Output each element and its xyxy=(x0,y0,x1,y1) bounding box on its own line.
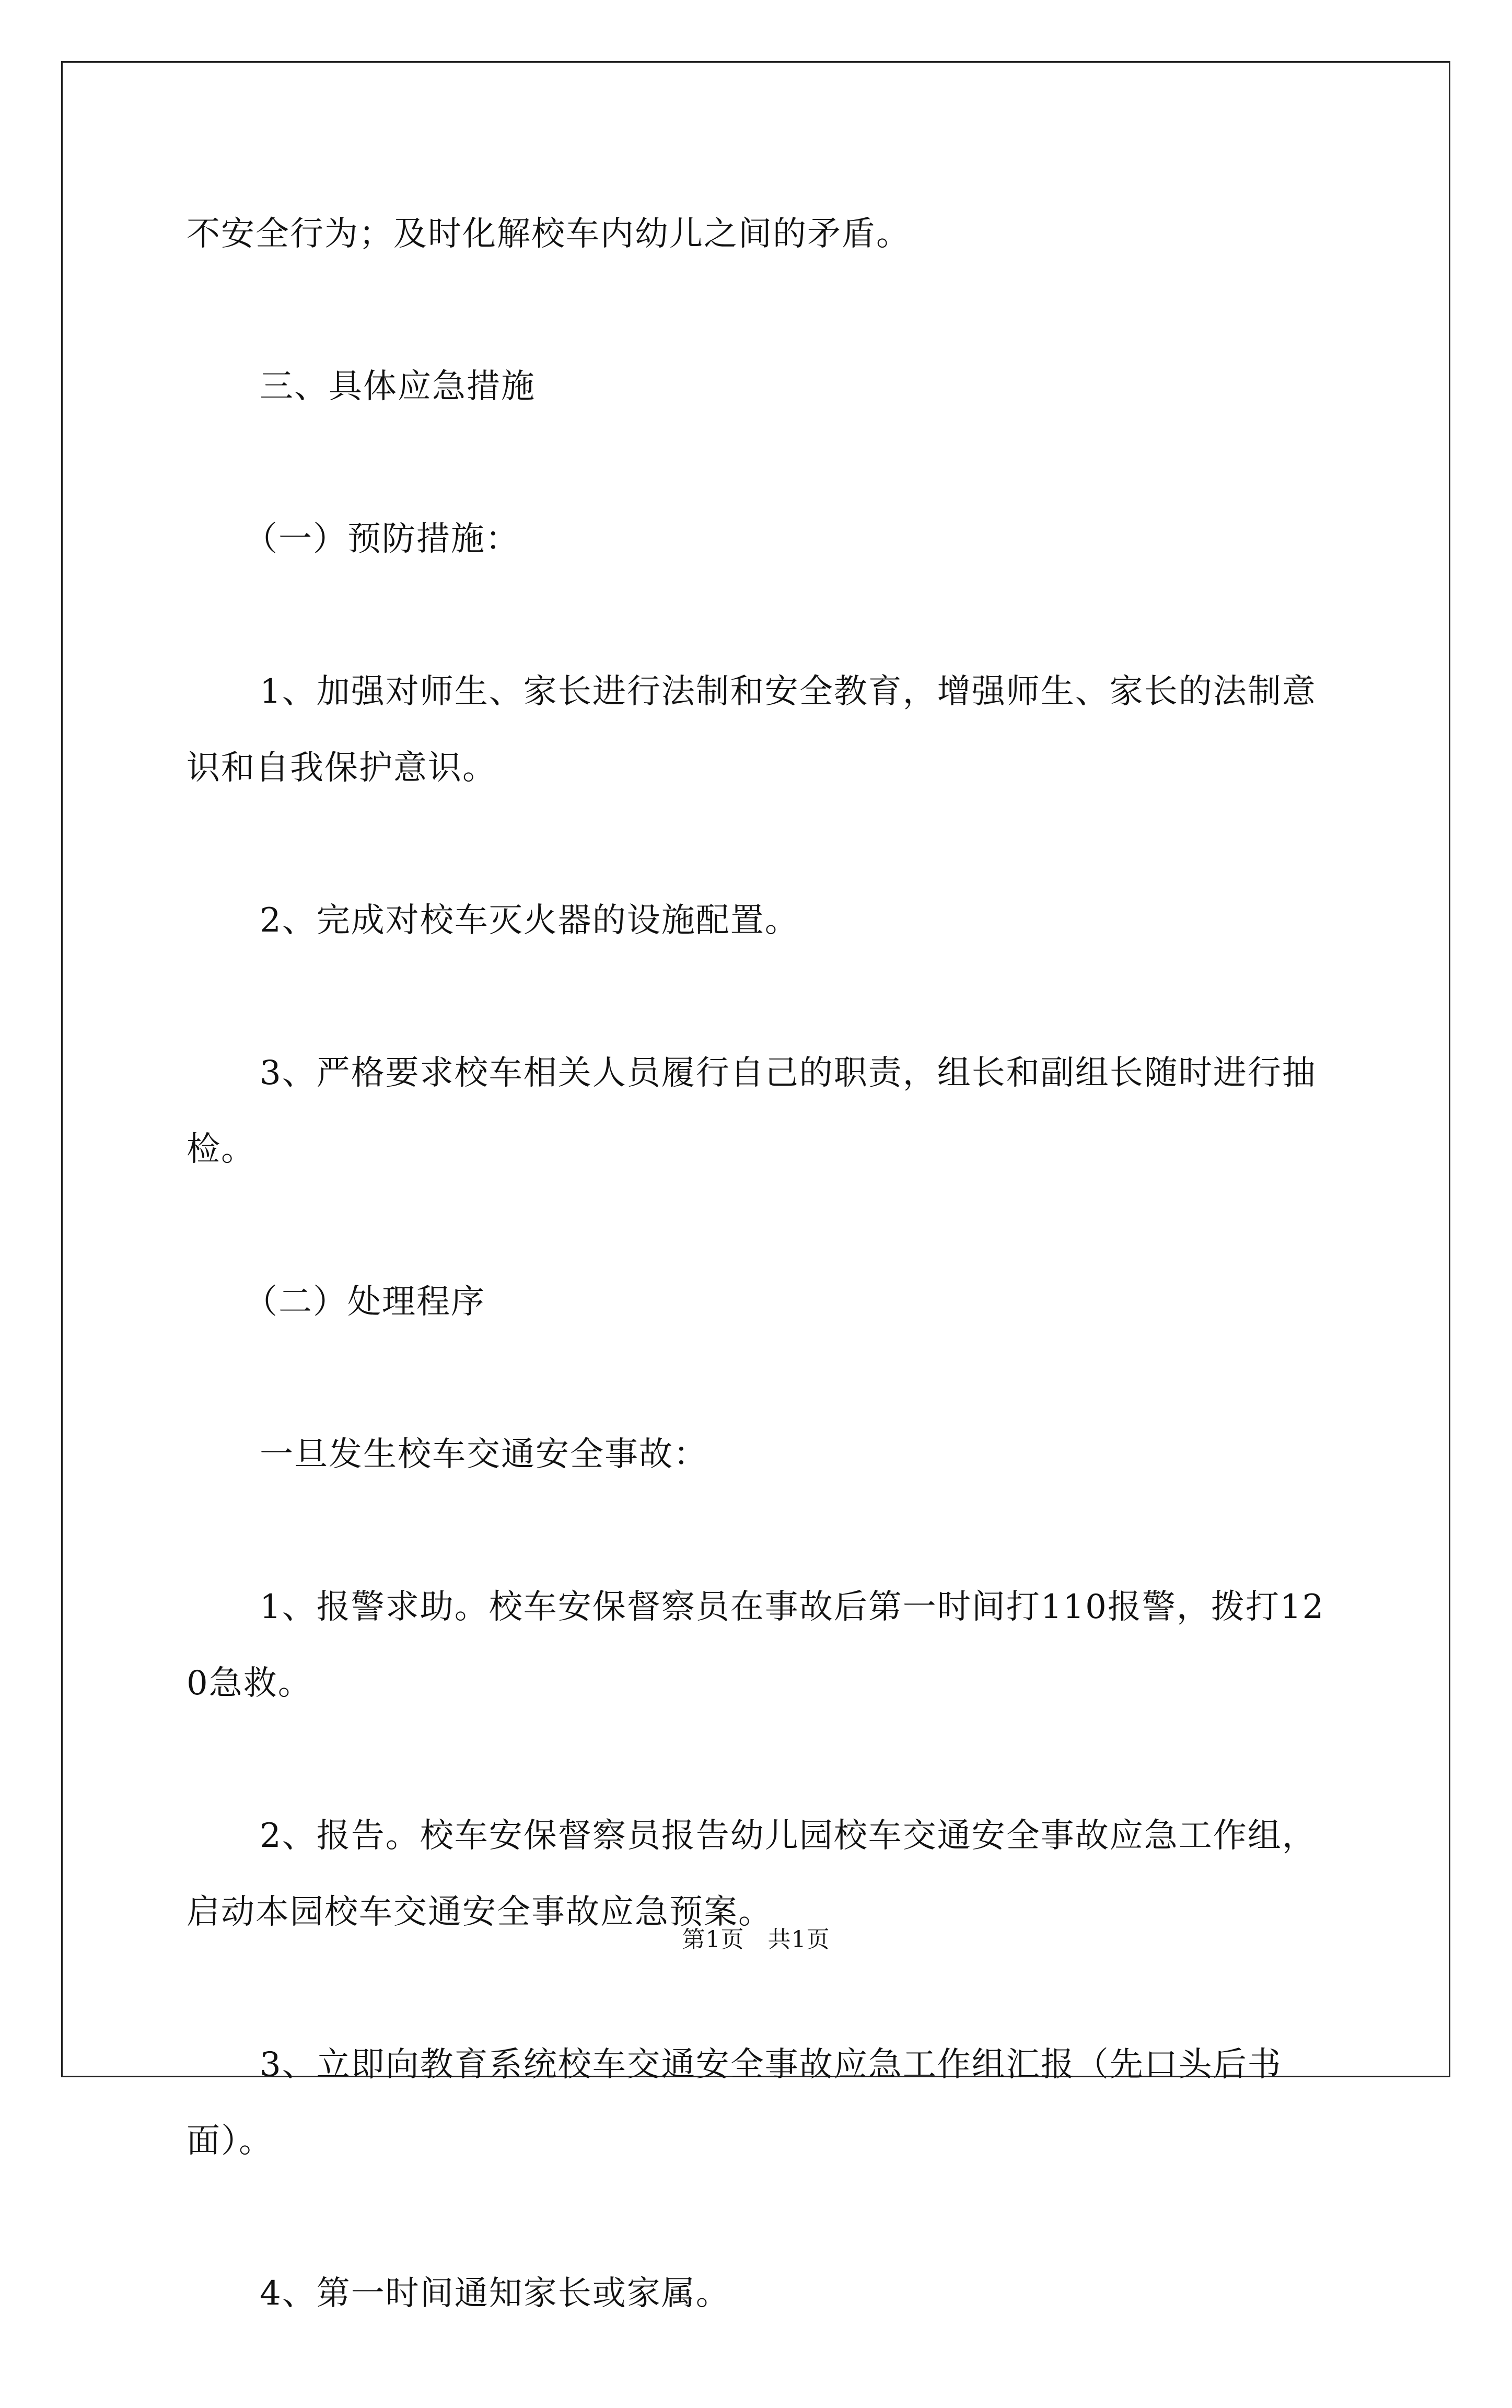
paragraph-procedure-intro: 一旦发生校车交通安全事故： xyxy=(260,1435,708,1474)
document-body xyxy=(187,196,1331,2408)
paragraph-prevention-2: 2、完成对校车灭火器的设施配置。 xyxy=(260,901,799,940)
paragraph-procedure-4: 4、第一时间通知家长或家属。 xyxy=(260,2274,730,2313)
paragraph-procedure-1: 1、报警求助。校车安保督察员在事故后第一时间打110报警，拨打120急救。 xyxy=(187,1588,1325,1703)
paragraph-prevention-1: 1、加强对师生、家长进行法制和安全教育，增强师生、家长的法制意识和自我保护意识。 xyxy=(187,672,1317,787)
subheading-prevention: （一）预防措施： xyxy=(244,520,520,559)
paragraph-prevention-3: 3、严格要求校车相关人员履行自己的职责，组长和副组长随时进行抽检。 xyxy=(187,1054,1317,1169)
page-number-footer: 第1页 共1页 xyxy=(682,1926,830,1953)
subheading-procedure: （二）处理程序 xyxy=(244,1283,485,1321)
paragraph-1: 不安全行为；及时化解校车内幼儿之间的矛盾。 xyxy=(187,215,911,253)
paragraph-procedure-2: 2、报告。校车安保督察员报告幼儿园校车交通安全事故应急工作组，启动本园校车交通安全事故应急预案。 xyxy=(187,1817,1317,1932)
section-heading-3: 三、具体应急措施 xyxy=(260,367,536,406)
paragraph-procedure-3: 3、立即向教育系统校车交通安全事故应急工作组汇报（先口头后书面）。 xyxy=(187,2045,1282,2160)
